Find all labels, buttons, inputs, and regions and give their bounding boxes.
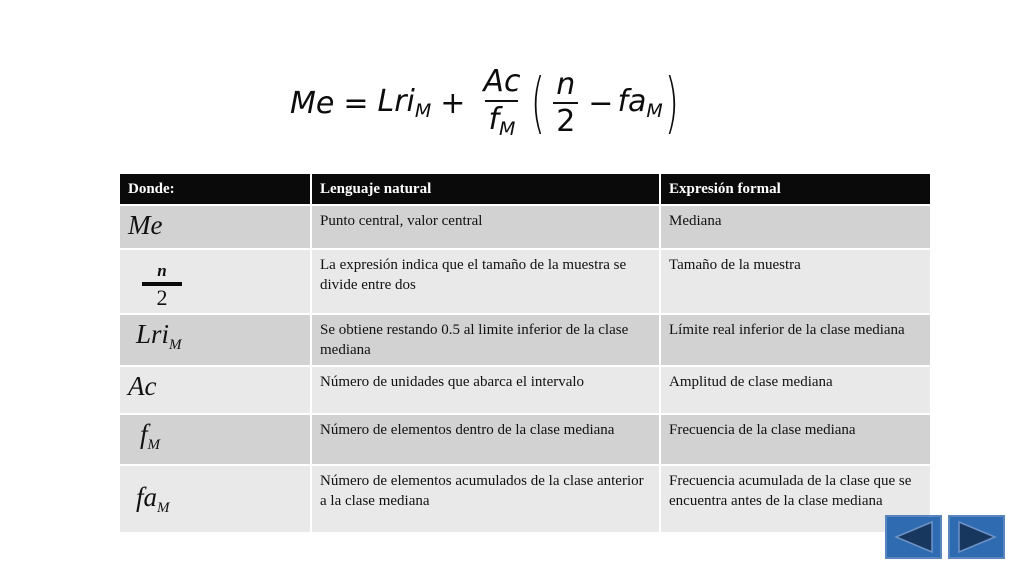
formula-plus: + [440, 85, 466, 121]
row-natural: Punto central, valor central [312, 206, 659, 248]
formula-frac-denominator: $f_M$ [485, 100, 518, 140]
median-formula [290, 58, 681, 148]
triangle-left-icon [892, 520, 936, 554]
row-natural: Número de elementos dentro de la clase mediana [312, 415, 659, 464]
formula-fraction-ac [480, 66, 523, 139]
row-natural: La expresión indica que el tamaño de la muestra se divide entre dos [312, 250, 659, 313]
formula-equals: = [343, 85, 369, 121]
previous-slide-button[interactable] [885, 515, 942, 559]
formula-lhs: Me [290, 85, 335, 121]
symbol-fm: $f_M$ [120, 415, 310, 464]
definitions-table [118, 172, 932, 534]
symbol-fraction [142, 262, 182, 309]
formula-paren-open: ( [531, 64, 546, 141]
header-lenguaje-natural: Lenguaje natural [312, 174, 659, 204]
formula-lri: Lri$_M$ [377, 84, 432, 122]
row-natural: Número de unidades que abarca el intervalo [312, 367, 659, 413]
symbol-fam: $fa_M$ [120, 466, 310, 532]
formula-fa: $fa_M$ [617, 84, 663, 122]
header-donde: Donde: [120, 174, 310, 204]
row-formal: Tamaño de la muestra [661, 250, 930, 313]
table-row [120, 315, 930, 365]
row-formal: Frecuencia de la clase mediana [661, 415, 930, 464]
formula-fraction-n2 [553, 66, 578, 139]
formula-n: n [556, 66, 576, 102]
row-formal: Amplitud de clase mediana [661, 367, 930, 413]
table-row [120, 415, 930, 464]
symbol-lri: Lri$_M$ [120, 315, 310, 365]
symbol-fraction-2: 2 [142, 282, 182, 309]
symbol-me: Me [120, 206, 310, 248]
symbol-fraction-n: n [157, 261, 167, 280]
table-row [120, 206, 930, 248]
table-row [120, 250, 930, 313]
row-natural: Se obtiene restando 0.5 al limite inferior de la clase mediana [312, 315, 659, 365]
table-row [120, 367, 930, 413]
table-row [120, 466, 930, 532]
formula-frac-numerator: Ac [483, 64, 521, 100]
header-expresion-formal: Expresión formal [661, 174, 930, 204]
row-formal: Frecuencia acumulada de la clase que se encuentra antes de la clase mediana [661, 466, 930, 532]
row-formal: Mediana [661, 206, 930, 248]
symbol-n-over-2 [120, 250, 310, 313]
symbol-ac: Ac [120, 367, 310, 413]
triangle-right-icon [955, 520, 999, 554]
row-formal: Límite real inferior de la clase mediana [661, 315, 930, 365]
table-header-row [120, 174, 930, 204]
formula-paren-close: ) [664, 64, 679, 141]
formula-minus: − [588, 85, 614, 121]
row-natural: Número de elementos acumulados de la clase anterior a la clase mediana [312, 466, 659, 532]
formula-two: 2 [553, 102, 578, 138]
next-slide-button[interactable] [948, 515, 1005, 559]
